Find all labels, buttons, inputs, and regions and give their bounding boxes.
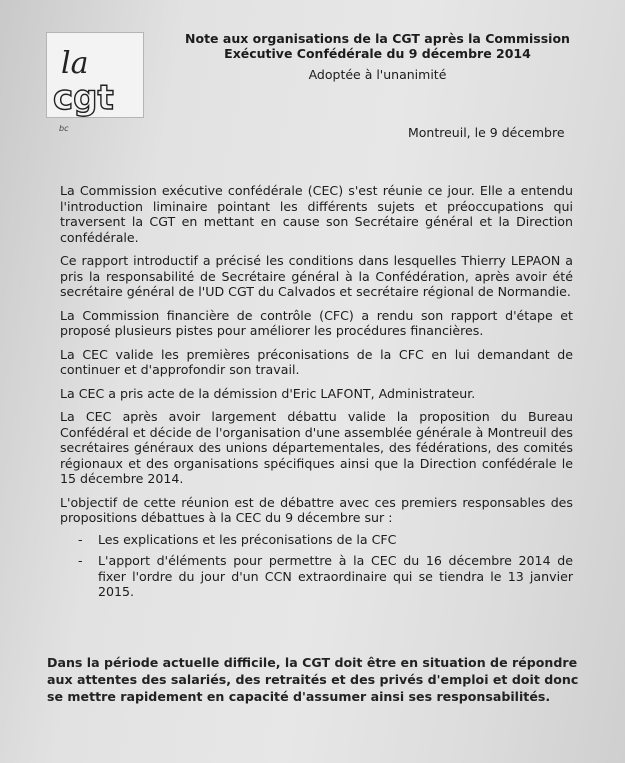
title-line-1: Note aux organisations de la CGT après la Commission	[185, 31, 570, 46]
closing-paragraph: Dans la période actuelle difficile, la CGT doit être en situation de répondre aux attentes des salariés, des retraités et des privés d'emploi et doit donc se mettre rapidement en capacité d'assumer ainsi ses responsabilités.	[47, 655, 579, 704]
dash-bullet: -	[78, 553, 83, 568]
cgt-logo	[46, 32, 144, 118]
bullet-text: Les explications et les préconisations de la CFC	[98, 531, 397, 547]
document-body	[60, 183, 573, 608]
logo-line2: cgt	[53, 78, 114, 117]
logo-initials: bc	[59, 124, 69, 133]
bullet-text: L'apport d'éléments pour permettre à la CEC du 16 décembre 2014 de fixer l'ordre du jour d'un CCN extraordinaire qui se tiendra le 13 janvier 2015.	[98, 553, 573, 599]
subtitle: Adoptée à l'unanimité	[308, 67, 447, 82]
document-header	[150, 31, 605, 82]
paragraph: La Commission financière de contrôle (CFC) a rendu son rapport d'étape et proposé plusieurs pistes pour améliorer les procédures financières.	[60, 307, 573, 338]
paragraph: La CEC après avoir largement débattu valide la proposition du Bureau Confédéral et décide de l'organisation d'une assemblée générale à Montreuil des secrétaires généraux des unions départementales, des fédérations, des comités régionaux et des organisations spécifiques ainsi que la Direction confédérale le 15 décembre 2014.	[60, 409, 573, 486]
bullet-list	[60, 532, 573, 600]
paragraph: L'objectif de cette réunion est de débattre avec ces premiers responsables des propositions débattues à la CEC du 9 décembre sur :	[60, 494, 573, 525]
dateline: Montreuil, le 9 décembre	[408, 125, 565, 140]
cgt-logo-graphic	[47, 33, 143, 117]
paragraph: La CEC valide les premières préconisations de la CFC en lui demandant de continuer et d'approfondir son travail.	[60, 346, 573, 377]
paragraph: La CEC a pris acte de la démission d'Eric LAFONT, Administrateur.	[60, 385, 476, 401]
logo-line1: la	[61, 46, 89, 81]
paragraph: La Commission exécutive confédérale (CEC) s'est réunie ce jour. Elle a entendu l'introduction liminaire pointant les différents sujets et préoccupations qui traversent la CGT en mettant en cause son Secrétaire général et la Direction confédérale.	[60, 183, 573, 245]
bullet-item	[60, 553, 573, 600]
paragraph: Ce rapport introductif a précisé les conditions dans lesquelles Thierry LEPAON a pris la responsabilité de Secrétaire général à la Confédération, après avoir été secrétaire général de l'UD CGT du Calvados et secrétaire régional de Normandie.	[60, 253, 573, 299]
title-line-2: Exécutive Confédérale du 9 décembre 2014	[224, 46, 531, 61]
dash-bullet: -	[78, 531, 83, 547]
bullet-item	[60, 532, 573, 548]
